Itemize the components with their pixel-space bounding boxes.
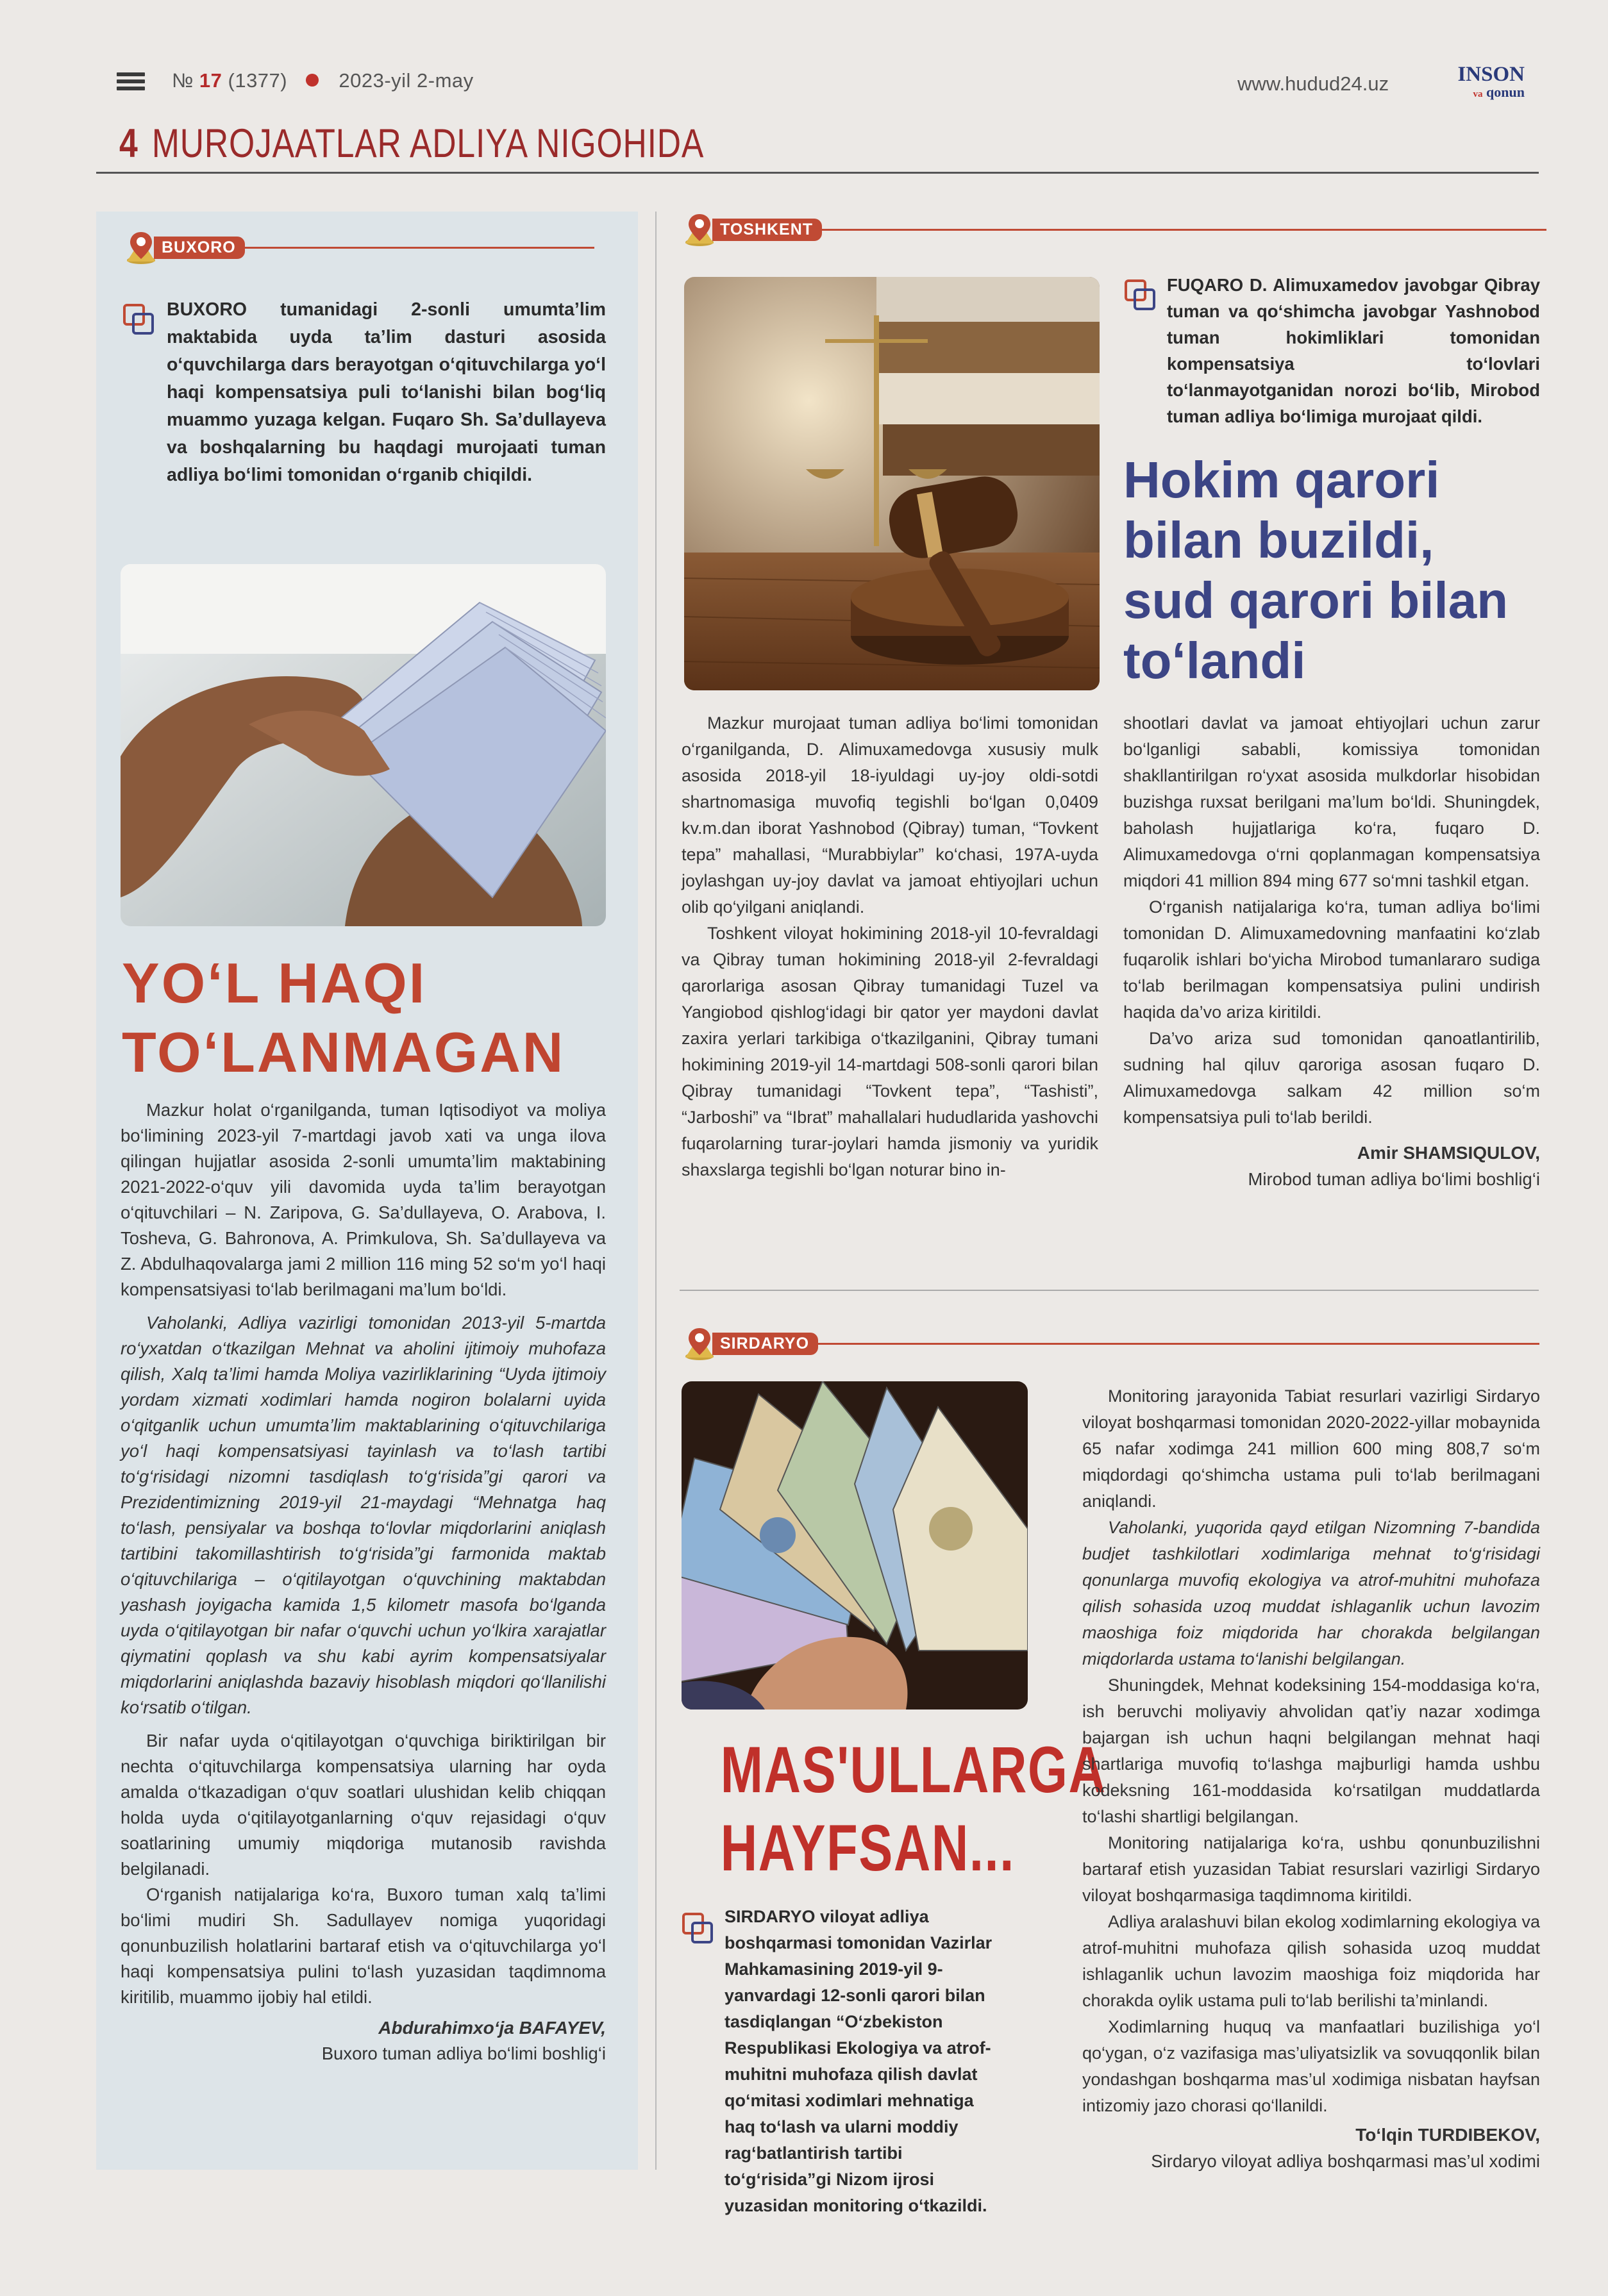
page-number: 4 [119, 121, 138, 166]
paragraph: O‘rganish natijalariga ko‘ra, tuman adliya bo‘limi tomonidan D. Alimuxamedovning manfaatini ko‘zlab fuqarolik ishlari bo‘yicha Mirobod tumanlararo sudiga to‘lab berilmagan kompensatsiya pulini undirish haqida da’vo ariza kiritildi. [1123, 897, 1540, 1022]
paragraph: Mazkur holat o‘rganilganda, tuman Iqtisodiyot va moliya bo‘limining 2023-yil 7-martdagi javob xati va unga ilova qilingan hujjatlar asosida 2-sonli umumta’lim maktabining 2021-2022-o‘quv yili davomida uyda ta’lim berayotgan o‘qituvchilari – N. Zaripova, G. Sa’dullayeva, O. Arabova, I. Tosheva, G. Bahronova, A. Primkulova, Sh. Sa’dullayeva va Z. Abdulhaqovalarga jami 2 million 116 ming 52 so‘m yo‘l haqi kompensatsiyasi to‘lab berilmagani ma’lum bo‘ldi. [121, 1100, 606, 1299]
section-divider [680, 1290, 1539, 1291]
lead-text: FUQARO D. Alimuxamedov javobgar Qibray tuman va qo‘shimcha javobgar Yashnobod tuman hokimliklari tomonidan kompensatsiya to‘lovlari to‘lanmayotganidan norozi bo‘lib, Mirobod tuman adliya bo‘limiga murojaat qildi. [1167, 275, 1540, 426]
lead-text: SIRDARYO viloyat adliya boshqarmasi tomonidan Vazirlar Mahkamasining 2019-yil 9-yanvardagi 12-sonli qarori bilan tasdiqlangan “O‘zbekiston Respublikasi Ekologiya va atrof-muhitni muhofaza qilish davlat qo‘mitasi xodimlari mehnatiga haq to‘lash va ularni moddiy rag‘batlantirish tartibi to‘g‘risida”gi Nizom ijrosi yuzasidan monitoring o‘tkazildi. [724, 1907, 992, 2215]
paragraph: O‘rganish natijalariga ko‘ra, Buxoro tuman xalq ta’limi bo‘limi mudiri Sh. Sadullayev nomiga yuqoridagi qonunbuzilish holatlarini bartaraf etish va o‘qituvchilarga yo‘l haqi kompensatsiya pulini to‘lash yuzasidan taqdimnoma kiritilib, muammo ijobiy hal etildi. [121, 1884, 606, 2007]
toshkent-col1 [682, 710, 1098, 1183]
signature-name: Abdurahimxo‘ja BAFAYEV, [378, 2018, 606, 2038]
headline-line2: bilan buzildi, [1123, 512, 1434, 569]
map-pin-icon [682, 1326, 717, 1361]
website-link[interactable]: www.hudud24.uz [1237, 72, 1389, 95]
paragraph: Adliya aralashuvi bilan ekolog xodimlarning ekologiya va atrof-muhitni muhofaza qilish sohasida uzoq muddat ishlaganlik uchun lavozim maoshiga foiz miqdorida har chorakda oylik ustama puli to‘lab berilishi ta’minlandi. [1082, 1912, 1540, 2010]
logo-line1: INSON [1457, 63, 1525, 86]
column-divider [655, 212, 657, 2170]
region-tag-toshkent [682, 212, 1546, 247]
region-label: BUXORO [154, 237, 245, 259]
tag-line [818, 1343, 1539, 1345]
signature-role: Mirobod tuman adliya bo‘limi boshlig‘i [1248, 1169, 1540, 1189]
paragraph-italic: Vaholanki, yuqorida qayd etilgan Nizomning 7-bandida budjet tashkilotlari xodimlariga mehnat to‘g‘risidagi qonunlarga muvofiq ekologiya va atrof-muhitni muhofaza qilish sohasida uzoq muddat ishlaganlik uchun lavozim maoshiga foiz miqdorida har chorakda belgilangan miqdorlarda ustama to‘lanishi belgilangan. [1082, 1518, 1540, 1668]
headline-hokim-qarori [1123, 450, 1508, 691]
issue-info [172, 69, 474, 92]
paragraph: shootlari davlat va jamoat ehtiyojlari uchun zarur bo‘lganligi sababli, komissiya tomonidan shakllantirilgan ro‘yxat asosida mulkdorlar hisobidan buzishga ruxsat berilgani ma’lum bo‘ldi. Shuningdek, baholash hujjatlariga ko‘ra, fuqaro D. Alimuxamedovga o‘rni qoplanmagan kompensatsiya miqdori 41 million 894 ming 677 so‘mni tashkil etgan. [1123, 713, 1540, 890]
copy-squares-icon [680, 1910, 716, 1946]
copy-squares-icon [121, 301, 156, 337]
lead-text: BUXORO tumanidagi 2-sonli umumta’lim maktabida uyda ta’lim dasturi asosida o‘quvchilarga dars berayotgan o‘qituvchilarga yo‘l haqi kompensatsiya puli to‘lanishi bilan bog‘liq muammo yuzaga kelgan. Fuqaro Sh. Sa’dullayeva va boshqalarning bu haqdagi murojaati tuman adliya bo‘limi tomonidan o‘rganib chiqildi. [167, 299, 606, 485]
paragraph: Mazkur murojaat tuman adliya bo‘limi tomonidan o‘rganilganda, D. Alimuxamedovga xususiy mulk asosida 2018-yil 18-iyuldagi uy-joy oldi-sotdi shartnomasiga muvofiq tegishli bo‘lgan 0,0409 kv.m.dan iborat Yashnobod (Qibray) tuman, “Tovkent tepa” mahallasi, “Murabbiylar” ko‘chasi, 197A-uyda joylashgan uy-joy davlat va jamoat ehtiyojlari uchun olib qo‘yilgani aniqlandi. [682, 713, 1098, 917]
headline-line2: TO‘LANMAGAN [122, 1020, 565, 1084]
paragraph-italic: Vaholanki, Adliya vazirligi tomonidan 2013-yil 5-martda ro‘yxatdan o‘tkazilgan Mehnat va aholini ijtimoiy muhofaza qilish, Xalq ta’limi hamda Moliya vazirliklarining “Uyda ijtimoiy yordam xizmati xodimlari hamda nogiron bolalarni uyida o‘qitganlik uchun umumta’lim maktablarining o‘qituvchilariga yo‘l haqi kompensatsiyasi tayinlash va to‘lash tartibi to‘g‘risidagi nizomni tasdiqlash to‘g‘risida”gi qarori va Prezidentimizning 2019-yil 21-maydagi “Mehnatga haq to‘lash, pensiyalar va boshqa to‘lovlar miqdorlarini aniqlash tartibini takomillashtirish to‘g‘risida”gi farmonida maktab o‘qituvchilariga – o‘qitilayotgan o‘quvchining maktabdan yashash joyigacha kamida 1,5 kilometr masofa bo‘lganda uyda o‘qitilayotgan bir nafar o‘quvchi uchun yo‘lkira xarajatlar qiymatini qoplash va shu kabi ayrim kompensatsiyalar miqdorlarini aniqlashda bazaviy hisoblash miqdori qo‘llanilishi ko‘rsatib o‘tilgan. [121, 1313, 606, 1717]
section-name: MUROJAATLAR ADLIYA NIGOHIDA [151, 121, 705, 166]
paragraph: Monitoring jarayonida Tabiat resurlari vazirligi Sirdaryo viloyat boshqarmasi tomonidan 2020-2022-yillar mobaynida 65 nafar xodimga 241 million 600 ming 808,7 so‘m miqdordagi qo‘shimcha ustama puli to‘lab berilmagani aniqlandi. [1082, 1386, 1540, 1511]
copy-squares-icon [1122, 277, 1158, 313]
region-label: TOSHKENT [712, 219, 822, 241]
headline-line1: Hokim qarori [1123, 451, 1440, 508]
map-pin-icon [123, 229, 159, 265]
headline-line1: YO‘L HAQI [122, 951, 427, 1015]
paragraph: Xodimlarning huquq va manfaatlari buzilishiga yo‘l qo‘ygan, o‘z vazifasiga mas’uliyatsizlik va sovuqqonlik bilan yondashgan boshqarma mas’ul xodimiga nisbatan hayfsan intizomiy jazo chorasi qo‘llanildi. [1082, 2017, 1540, 2115]
map-pin-icon [682, 212, 717, 247]
paragraph: Shuningdek, Mehnat kodeksining 154-moddasiga ko‘ra, ish beruvchi moliyaviy ahvolidan qat’iy nazar xodimga bajargan ish uchun haqni belgilangan mehnat haqi shartlariga muvofiq to‘lashga majburligi hamda ushbu kodeksning 161-moddasida ko‘rsatilgan muddatlarda to‘lashi shartligi belgilangan. [1082, 1676, 1540, 1826]
headline-line3: sud qarori bilan [1123, 572, 1509, 629]
banknotes-photo [682, 1381, 1028, 1710]
toshkent-col2 [1123, 710, 1540, 1192]
region-label: SIRDARYO [712, 1333, 818, 1355]
region-tag-buxoro [123, 229, 594, 265]
headline-line1: MAS'ULLARGA [720, 1733, 1107, 1806]
logo-va: va [1473, 89, 1483, 99]
money-photo [121, 564, 606, 926]
headline-line4: to‘landi [1123, 632, 1306, 689]
logo [1435, 64, 1525, 103]
region-tag-sirdaryo [682, 1326, 1539, 1361]
sirdaryo-body [1082, 1383, 1540, 2174]
headline-masullarga [720, 1731, 1107, 1887]
left-body [121, 1097, 606, 2067]
red-dot-icon [306, 74, 319, 87]
logo-line2: qonun [1486, 84, 1525, 100]
issue-number: 17 [199, 69, 222, 92]
issue-prefix: № [172, 69, 194, 92]
paragraph: Toshkent viloyat hokimining 2018-yil 10-fevraldagi va Qibray tuman hokimining 2018-yil 2-fevraldagi qarorlariga asosan Qibray tumanidagi Tuzel va Yangiobod qishlog‘idagi bir qator yer maydoni davlat zaxira yerlari tarkibiga o‘tkazilganini, Qibray tumani hokimining 2019-yil 14-martdagi 508-sonli qarori bilan Qibray tumanidagi “Tovkent tepa”, “Tashisti”, “Jarboshi” va “Ibrat” mahallalari hududlarida yashovchi fuqarolarning turar-joylari hamda jismoniy va yuridik shaxslarga tegishli bo‘lgan noturar bino in- [682, 924, 1098, 1179]
issue-date: 2023-yil 2-may [339, 69, 474, 92]
signature-role: Sirdaryo viloyat adliya boshqarmasi mas’ul xodimi [1151, 2151, 1540, 2171]
gavel-photo [684, 277, 1100, 690]
paragraph: Da’vo ariza sud tomonidan qanoatlantirilib, sudning hal qiluv qaroriga asosan fuqaro D. Alimuxamedovga salkam 42 million so‘m kompensatsiya puli to‘lab berildi. [1123, 1029, 1540, 1127]
headline-yol-haqi [122, 949, 565, 1087]
signature-role: Buxoro tuman adliya bo‘limi boshlig‘i [321, 2043, 606, 2063]
header-rule [96, 172, 1539, 174]
menu-icon [117, 72, 145, 94]
headline-line2: HAYFSAN... [720, 1811, 1015, 1884]
signature-name: Amir SHAMSIQULOV, [1357, 1143, 1540, 1163]
signature-name: To‘lqin TURDIBEKOV, [1355, 2125, 1540, 2145]
section-title [119, 121, 704, 167]
paragraph: Bir nafar uyda o‘qitilayotgan o‘quvchiga biriktirilgan bir nechta o‘qituvchilarga kompensatsiya ularning har oyda amalda o‘tkazadigan o‘quv soatlari ulushidan kelib chiqqan holda uyda o‘qitilayotganlarning o‘quv rejasidagi o‘quv soatlarining umumiy miqdoriga mutanosib ravishda belgilanadi. [121, 1731, 606, 1879]
tag-line [245, 247, 594, 249]
tag-line [822, 229, 1546, 231]
paragraph: Monitoring natijalariga ko‘ra, ushbu qonunbuzilishni bartaraf etish yuzasidan Tabiat resurslari vazirligi Sirdaryo viloyat boshqarmasiga taqdimnoma kiritildi. [1082, 1833, 1540, 1905]
issue-total: (1377) [228, 69, 288, 92]
